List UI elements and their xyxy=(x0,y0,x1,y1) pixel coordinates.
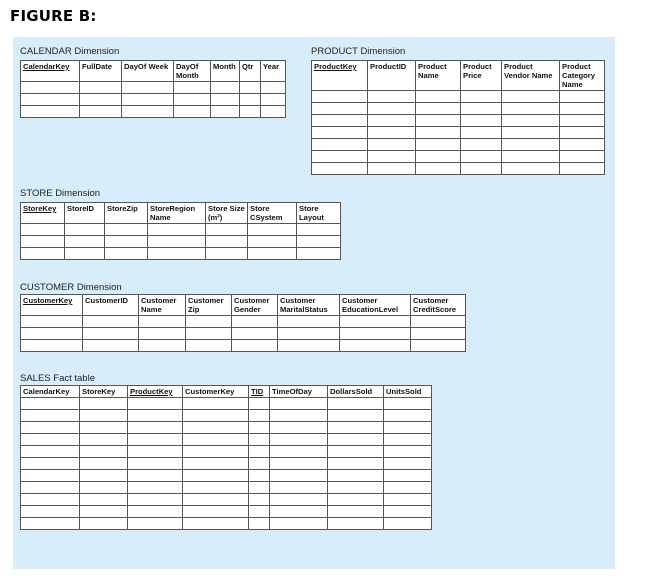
empty-cell xyxy=(128,398,183,410)
column-header: StoreKey xyxy=(21,203,65,224)
empty-cell xyxy=(249,398,270,410)
empty-cell xyxy=(186,328,232,340)
empty-cell xyxy=(80,458,128,470)
table-row xyxy=(21,224,341,236)
empty-cell xyxy=(384,458,432,470)
empty-cell xyxy=(312,91,368,103)
empty-cell xyxy=(83,316,139,328)
empty-cell xyxy=(249,434,270,446)
empty-cell xyxy=(560,127,605,139)
empty-cell xyxy=(270,422,328,434)
column-header: DayOf Month xyxy=(174,61,211,82)
calendar-header-row xyxy=(21,61,286,82)
empty-cell xyxy=(502,163,560,175)
empty-cell xyxy=(270,458,328,470)
empty-cell xyxy=(80,94,122,106)
column-header: StoreZip xyxy=(105,203,148,224)
empty-cell xyxy=(186,340,232,352)
empty-cell xyxy=(21,422,80,434)
calendar-dimension-label: CALENDAR Dimension xyxy=(20,46,120,57)
empty-cell xyxy=(21,494,80,506)
empty-cell xyxy=(270,434,328,446)
column-header: Store Layout xyxy=(297,203,341,224)
empty-cell xyxy=(128,494,183,506)
empty-cell xyxy=(249,518,270,530)
table-row xyxy=(312,103,605,115)
table-row xyxy=(21,236,341,248)
empty-cell xyxy=(270,494,328,506)
empty-cell xyxy=(384,470,432,482)
empty-cell xyxy=(232,328,278,340)
empty-cell xyxy=(249,482,270,494)
empty-cell xyxy=(249,422,270,434)
empty-cell xyxy=(384,506,432,518)
empty-cell xyxy=(21,328,83,340)
empty-cell xyxy=(211,82,240,94)
empty-cell xyxy=(211,94,240,106)
empty-cell xyxy=(21,458,80,470)
column-header: ProductKey xyxy=(128,386,183,398)
empty-cell xyxy=(249,458,270,470)
empty-cell xyxy=(248,224,297,236)
empty-cell xyxy=(183,434,249,446)
empty-cell xyxy=(139,316,186,328)
table-row xyxy=(21,248,341,260)
empty-cell xyxy=(206,248,248,260)
column-header: Product Category Name xyxy=(560,61,605,91)
empty-cell xyxy=(278,328,340,340)
column-header: Qtr xyxy=(240,61,261,82)
empty-cell xyxy=(80,410,128,422)
empty-cell xyxy=(340,340,411,352)
empty-cell xyxy=(148,236,206,248)
column-header: ProductID xyxy=(368,61,416,91)
empty-cell xyxy=(21,236,65,248)
empty-cell xyxy=(128,470,183,482)
empty-cell xyxy=(560,163,605,175)
empty-cell xyxy=(270,506,328,518)
empty-cell xyxy=(270,470,328,482)
empty-cell xyxy=(174,82,211,94)
column-header: Month xyxy=(211,61,240,82)
column-header: Product Name xyxy=(416,61,461,91)
table-row xyxy=(21,446,432,458)
empty-cell xyxy=(328,410,384,422)
empty-cell xyxy=(411,340,466,352)
empty-cell xyxy=(278,340,340,352)
table-row xyxy=(312,151,605,163)
calendar-dimension-table xyxy=(20,60,286,118)
empty-cell xyxy=(183,482,249,494)
empty-cell xyxy=(261,82,286,94)
empty-cell xyxy=(368,163,416,175)
empty-cell xyxy=(211,106,240,118)
column-header: Customer Gender xyxy=(232,295,278,316)
column-header: Year xyxy=(261,61,286,82)
empty-cell xyxy=(21,398,80,410)
empty-cell xyxy=(174,106,211,118)
empty-cell xyxy=(328,494,384,506)
empty-cell xyxy=(461,127,502,139)
empty-cell xyxy=(183,518,249,530)
table-row xyxy=(312,91,605,103)
empty-cell xyxy=(368,115,416,127)
column-header: TID xyxy=(249,386,270,398)
empty-cell xyxy=(128,482,183,494)
empty-cell xyxy=(384,422,432,434)
store-dimension-table xyxy=(20,202,341,260)
empty-cell xyxy=(21,410,80,422)
empty-cell xyxy=(232,316,278,328)
column-header: Customer EducationLevel xyxy=(340,295,411,316)
table-row xyxy=(312,139,605,151)
table-row xyxy=(21,470,432,482)
column-header: StoreID xyxy=(65,203,105,224)
empty-cell xyxy=(21,316,83,328)
column-header: FullDate xyxy=(80,61,122,82)
table-row xyxy=(21,398,432,410)
empty-cell xyxy=(368,139,416,151)
empty-cell xyxy=(384,410,432,422)
empty-cell xyxy=(384,446,432,458)
empty-cell xyxy=(83,340,139,352)
empty-cell xyxy=(128,434,183,446)
empty-cell xyxy=(384,518,432,530)
empty-cell xyxy=(128,518,183,530)
empty-cell xyxy=(278,316,340,328)
column-header: DayOf Week xyxy=(122,61,174,82)
empty-cell xyxy=(312,103,368,115)
empty-cell xyxy=(340,328,411,340)
empty-cell xyxy=(249,494,270,506)
empty-cell xyxy=(249,470,270,482)
column-header: ProductKey xyxy=(312,61,368,91)
empty-cell xyxy=(502,103,560,115)
column-header: CustomerKey xyxy=(183,386,249,398)
column-header: CalendarKey xyxy=(21,386,80,398)
empty-cell xyxy=(21,446,80,458)
column-header: Store CSystem xyxy=(248,203,297,224)
table-row xyxy=(312,127,605,139)
empty-cell xyxy=(21,470,80,482)
empty-cell xyxy=(368,151,416,163)
store-header-row xyxy=(21,203,341,224)
table-row xyxy=(21,506,432,518)
empty-cell xyxy=(80,506,128,518)
product-dimension-table xyxy=(311,60,605,175)
empty-cell xyxy=(65,248,105,260)
empty-cell xyxy=(183,470,249,482)
empty-cell xyxy=(128,422,183,434)
empty-cell xyxy=(21,106,80,118)
empty-cell xyxy=(560,115,605,127)
empty-cell xyxy=(206,236,248,248)
empty-cell xyxy=(21,94,80,106)
empty-cell xyxy=(384,494,432,506)
empty-cell xyxy=(80,482,128,494)
empty-cell xyxy=(122,94,174,106)
empty-cell xyxy=(21,506,80,518)
empty-cell xyxy=(80,494,128,506)
empty-cell xyxy=(502,151,560,163)
empty-cell xyxy=(248,236,297,248)
empty-cell xyxy=(461,103,502,115)
empty-cell xyxy=(186,316,232,328)
column-header: Store Size (m²) xyxy=(206,203,248,224)
store-dimension-label: STORE Dimension xyxy=(20,188,101,199)
empty-cell xyxy=(21,340,83,352)
empty-cell xyxy=(148,224,206,236)
empty-cell xyxy=(340,316,411,328)
empty-cell xyxy=(80,434,128,446)
empty-cell xyxy=(368,91,416,103)
empty-cell xyxy=(384,398,432,410)
customer-dimension-label: CUSTOMER Dimension xyxy=(20,282,122,293)
column-header: CustomerID xyxy=(83,295,139,316)
empty-cell xyxy=(183,506,249,518)
empty-cell xyxy=(502,127,560,139)
column-header: Product Price xyxy=(461,61,502,91)
empty-cell xyxy=(416,139,461,151)
empty-cell xyxy=(183,458,249,470)
empty-cell xyxy=(328,482,384,494)
empty-cell xyxy=(328,422,384,434)
empty-cell xyxy=(502,115,560,127)
empty-cell xyxy=(328,506,384,518)
empty-cell xyxy=(139,328,186,340)
empty-cell xyxy=(328,446,384,458)
empty-cell xyxy=(312,151,368,163)
table-row xyxy=(21,106,286,118)
empty-cell xyxy=(80,398,128,410)
table-row xyxy=(21,94,286,106)
empty-cell xyxy=(105,248,148,260)
empty-cell xyxy=(312,115,368,127)
empty-cell xyxy=(249,446,270,458)
empty-cell xyxy=(297,224,341,236)
empty-cell xyxy=(174,94,211,106)
empty-cell xyxy=(312,127,368,139)
empty-cell xyxy=(368,127,416,139)
empty-cell xyxy=(240,82,261,94)
empty-cell xyxy=(270,518,328,530)
column-header: StoreKey xyxy=(80,386,128,398)
table-row xyxy=(21,482,432,494)
table-row xyxy=(21,434,432,446)
table-row xyxy=(312,115,605,127)
empty-cell xyxy=(183,446,249,458)
empty-cell xyxy=(560,91,605,103)
product-header-row xyxy=(312,61,605,91)
empty-cell xyxy=(80,518,128,530)
empty-cell xyxy=(128,446,183,458)
empty-cell xyxy=(270,482,328,494)
table-row xyxy=(21,316,466,328)
sales-fact-label: SALES Fact table xyxy=(20,373,95,384)
empty-cell xyxy=(297,236,341,248)
table-row xyxy=(21,458,432,470)
column-header: Customer Name xyxy=(139,295,186,316)
empty-cell xyxy=(128,458,183,470)
sales-fact-table xyxy=(20,385,432,530)
column-header: StoreRegion Name xyxy=(148,203,206,224)
empty-cell xyxy=(21,482,80,494)
table-row xyxy=(21,494,432,506)
column-header: Customer MaritalStatus xyxy=(278,295,340,316)
empty-cell xyxy=(21,248,65,260)
figure-title: FIGURE B: xyxy=(10,7,97,25)
empty-cell xyxy=(128,410,183,422)
empty-cell xyxy=(416,163,461,175)
empty-cell xyxy=(240,94,261,106)
empty-cell xyxy=(183,410,249,422)
empty-cell xyxy=(261,106,286,118)
empty-cell xyxy=(105,224,148,236)
empty-cell xyxy=(560,151,605,163)
table-row xyxy=(21,82,286,94)
empty-cell xyxy=(502,139,560,151)
empty-cell xyxy=(416,103,461,115)
empty-cell xyxy=(21,434,80,446)
empty-cell xyxy=(83,328,139,340)
empty-cell xyxy=(502,91,560,103)
empty-cell xyxy=(65,236,105,248)
empty-cell xyxy=(21,518,80,530)
empty-cell xyxy=(270,410,328,422)
empty-cell xyxy=(80,470,128,482)
customer-dimension-table xyxy=(20,294,466,352)
empty-cell xyxy=(122,106,174,118)
table-row xyxy=(21,410,432,422)
column-header: TimeOfDay xyxy=(270,386,328,398)
empty-cell xyxy=(65,224,105,236)
column-header: CalendarKey xyxy=(21,61,80,82)
empty-cell xyxy=(461,115,502,127)
product-dimension-label: PRODUCT Dimension xyxy=(311,46,406,57)
column-header: Product Vendor Name xyxy=(502,61,560,91)
table-row xyxy=(21,328,466,340)
empty-cell xyxy=(461,139,502,151)
column-header: UnitsSold xyxy=(384,386,432,398)
empty-cell xyxy=(270,446,328,458)
empty-cell xyxy=(122,82,174,94)
empty-cell xyxy=(183,398,249,410)
empty-cell xyxy=(270,398,328,410)
empty-cell xyxy=(139,340,186,352)
empty-cell xyxy=(461,163,502,175)
empty-cell xyxy=(416,91,461,103)
empty-cell xyxy=(312,163,368,175)
empty-cell xyxy=(148,248,206,260)
table-row xyxy=(21,340,466,352)
empty-cell xyxy=(312,139,368,151)
empty-cell xyxy=(461,151,502,163)
empty-cell xyxy=(206,224,248,236)
column-header: CustomerKey xyxy=(21,295,83,316)
empty-cell xyxy=(560,139,605,151)
empty-cell xyxy=(328,470,384,482)
empty-cell xyxy=(240,106,261,118)
empty-cell xyxy=(248,248,297,260)
empty-cell xyxy=(411,316,466,328)
empty-cell xyxy=(80,106,122,118)
empty-cell xyxy=(328,398,384,410)
table-row xyxy=(21,422,432,434)
empty-cell xyxy=(416,127,461,139)
empty-cell xyxy=(368,103,416,115)
empty-cell xyxy=(328,518,384,530)
empty-cell xyxy=(21,82,80,94)
table-row xyxy=(312,163,605,175)
empty-cell xyxy=(105,236,148,248)
empty-cell xyxy=(328,434,384,446)
empty-cell xyxy=(297,248,341,260)
customer-header-row xyxy=(21,295,466,316)
empty-cell xyxy=(128,506,183,518)
empty-cell xyxy=(249,410,270,422)
empty-cell xyxy=(249,506,270,518)
table-row xyxy=(21,518,432,530)
empty-cell xyxy=(80,82,122,94)
sales-header-row xyxy=(21,386,432,398)
empty-cell xyxy=(183,422,249,434)
empty-cell xyxy=(416,151,461,163)
column-header: Customer CreditScore xyxy=(411,295,466,316)
empty-cell xyxy=(461,91,502,103)
empty-cell xyxy=(411,328,466,340)
column-header: Customer Zip xyxy=(186,295,232,316)
empty-cell xyxy=(183,494,249,506)
empty-cell xyxy=(416,115,461,127)
empty-cell xyxy=(80,422,128,434)
empty-cell xyxy=(560,103,605,115)
empty-cell xyxy=(384,482,432,494)
empty-cell xyxy=(328,458,384,470)
column-header: DollarsSold xyxy=(328,386,384,398)
empty-cell xyxy=(232,340,278,352)
empty-cell xyxy=(384,434,432,446)
empty-cell xyxy=(21,224,65,236)
empty-cell xyxy=(261,94,286,106)
empty-cell xyxy=(80,446,128,458)
